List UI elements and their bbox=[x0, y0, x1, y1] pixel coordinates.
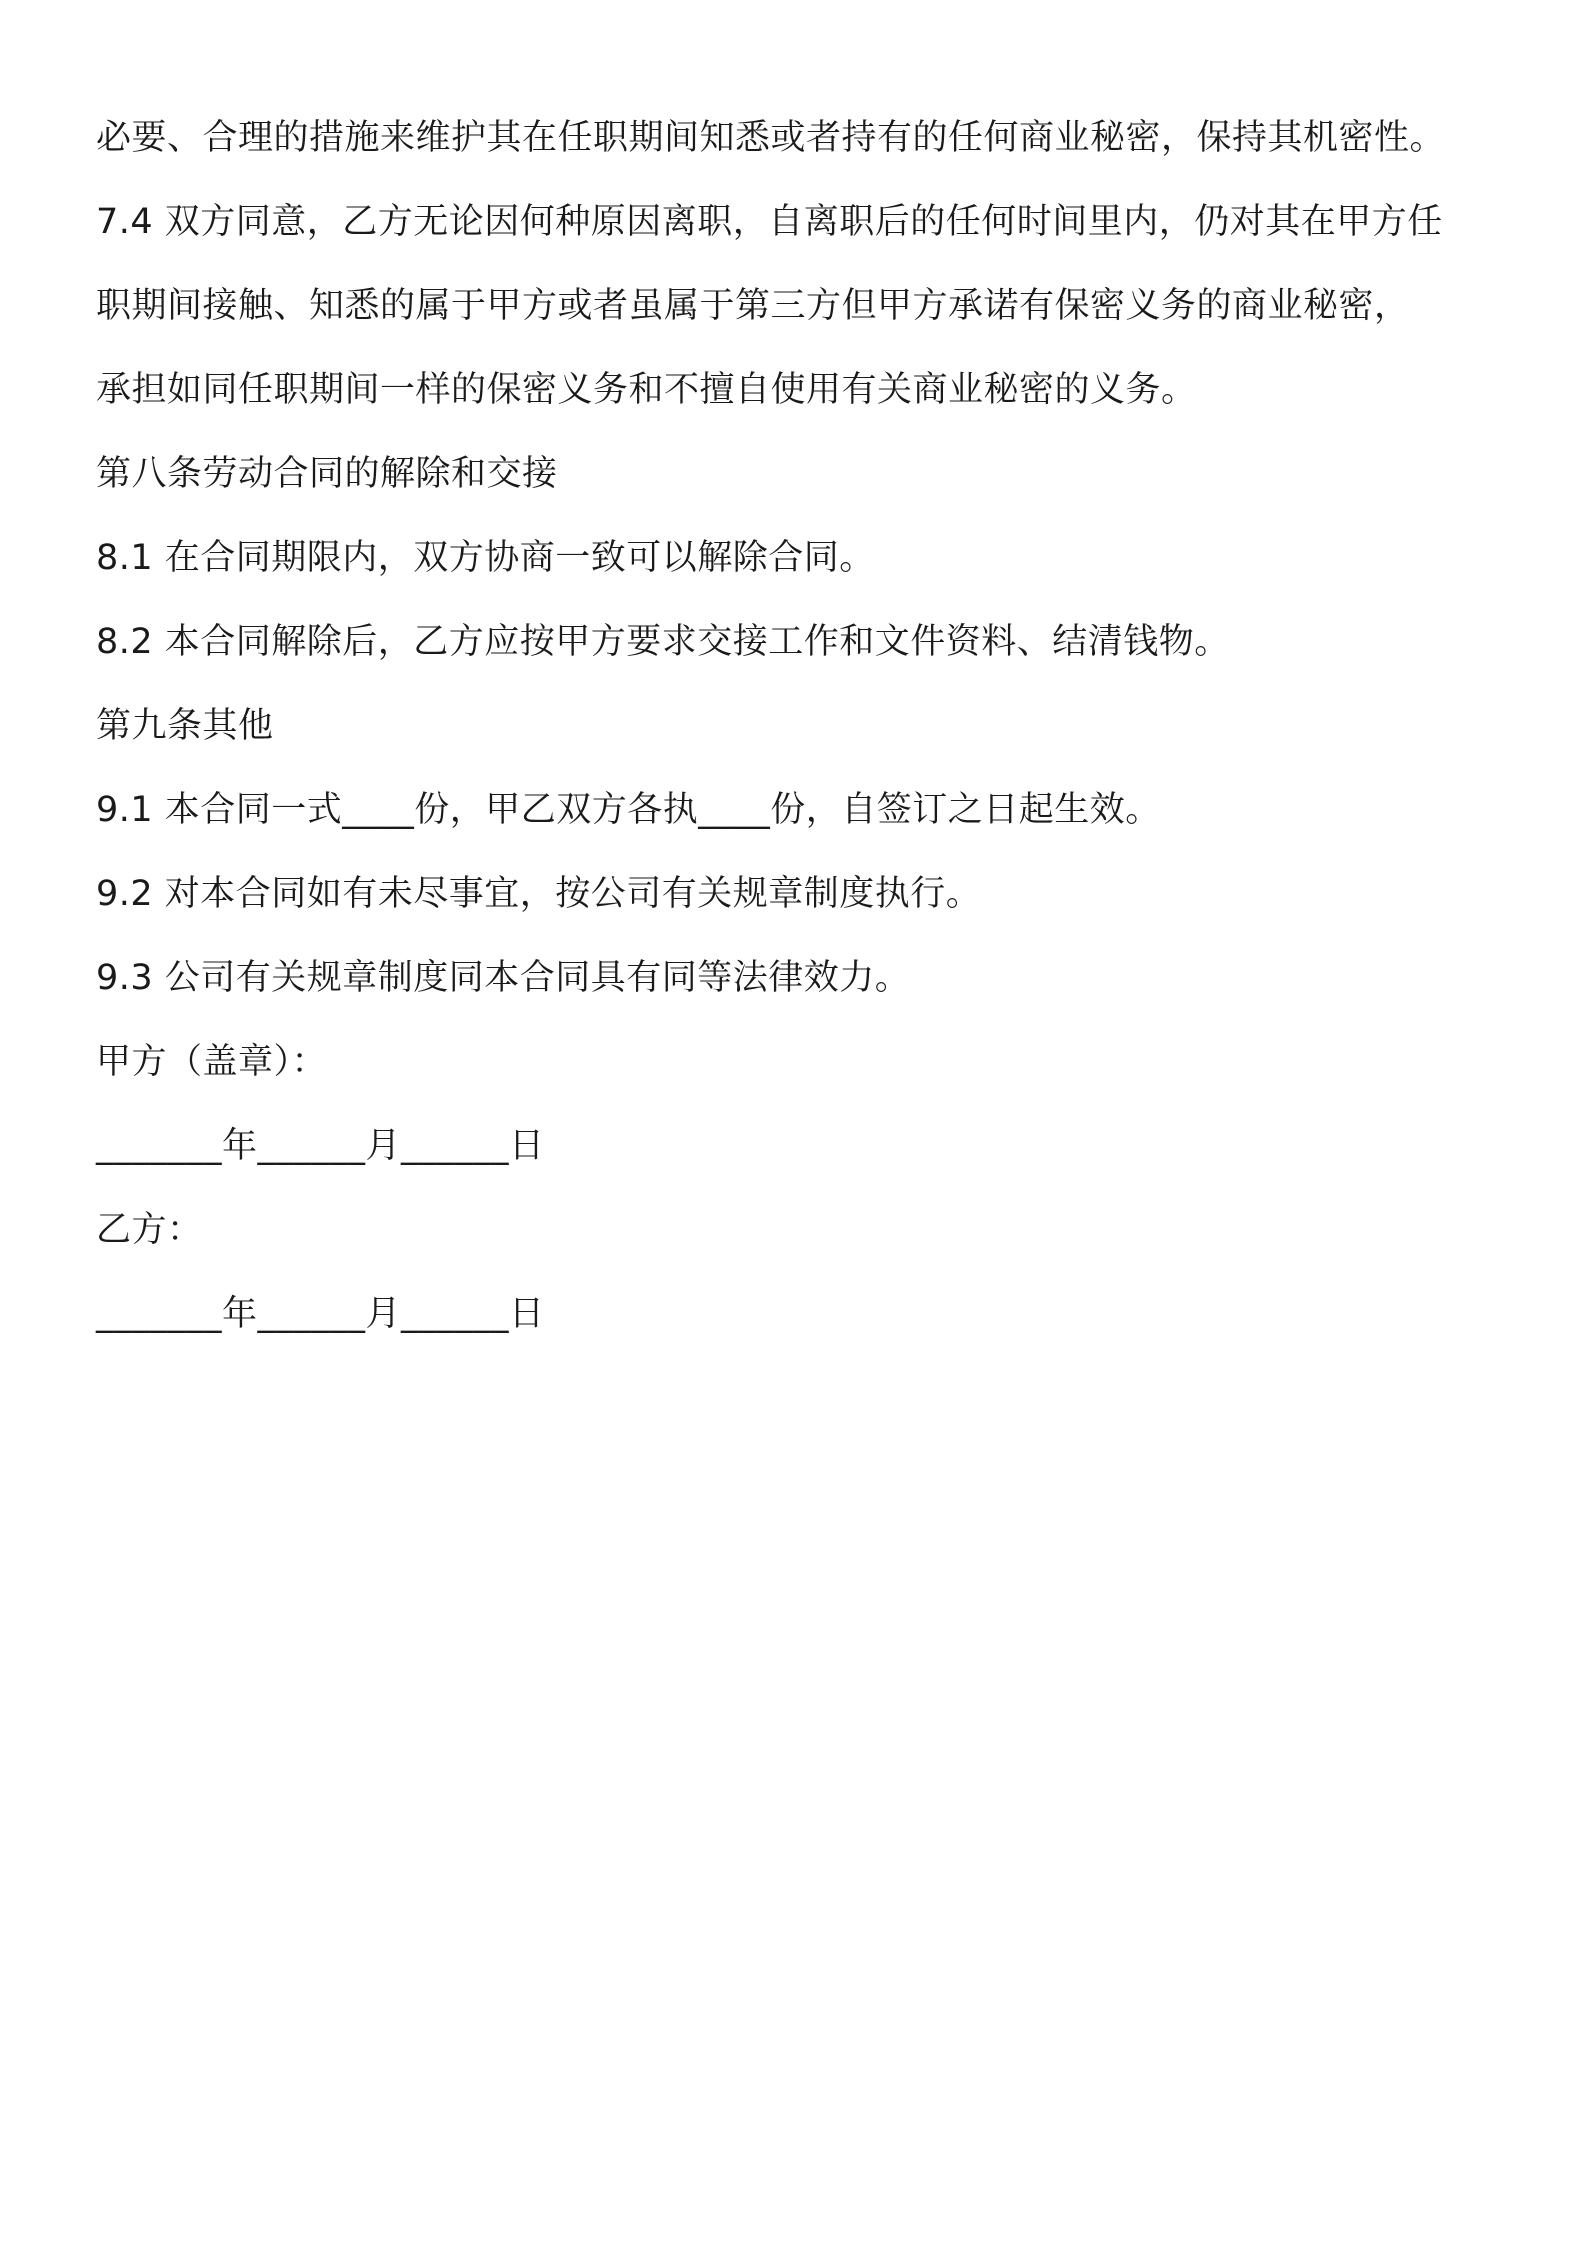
clause-7-4-line-3: 承担如同任职期间一样的保密义务和不擅自使用有关商业秘密的义务。 bbox=[96, 370, 1197, 410]
clause-8-2: 8.2 本合同解除后，乙方应按甲方要求交接工作和文件资料、结清钱物。 bbox=[96, 622, 1230, 662]
party-a-date-line: _______年______月______日 bbox=[96, 1126, 545, 1166]
clause-8-1: 8.1 在合同期限内，双方协商一致可以解除合同。 bbox=[96, 538, 875, 578]
party-b-signature-label: 乙方： bbox=[96, 1210, 203, 1250]
clause-9-3: 9.3 公司有关规章制度同本合同具有同等法律效力。 bbox=[96, 958, 911, 998]
clause-9-2: 9.2 对本合同如有未尽事宜，按公司有关规章制度执行。 bbox=[96, 874, 982, 914]
party-b-date-line: _______年______月______日 bbox=[96, 1294, 545, 1334]
article-8-heading: 第八条劳动合同的解除和交接 bbox=[96, 454, 558, 494]
clause-9-1: 9.1 本合同一式____份，甲乙双方各执____份，自签订之日起生效。 bbox=[96, 790, 1161, 830]
party-a-signature-label: 甲方（盖章）： bbox=[96, 1042, 328, 1082]
clause-7-4-line-2: 职期间接触、知悉的属于甲方或者虽属于第三方但甲方承诺有保密义务的商业秘密， bbox=[96, 286, 1410, 326]
article-9-heading: 第九条其他 bbox=[96, 706, 274, 746]
clause-7-3-continuation: 必要、合理的措施来维护其在任职期间知悉或者持有的任何商业秘密，保持其机密性。 bbox=[96, 118, 1446, 158]
clause-7-4-line-1: 7.4 双方同意，乙方无论因何种原因离职，自离职后的任何时间里内，仍对其在甲方任 bbox=[96, 202, 1443, 242]
